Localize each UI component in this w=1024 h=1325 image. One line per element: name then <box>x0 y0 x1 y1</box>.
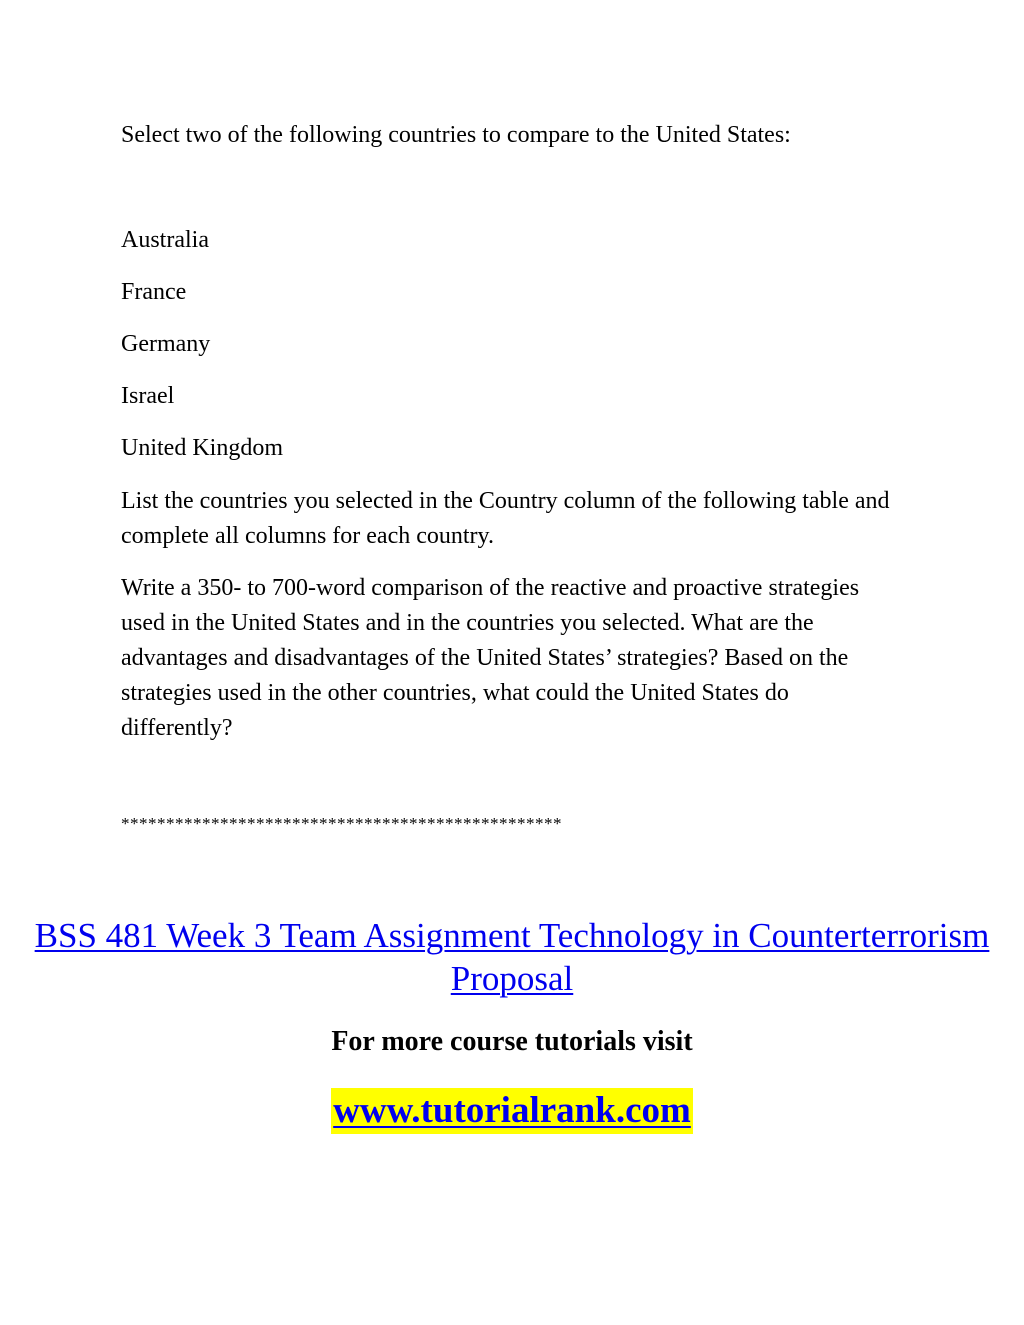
country-item-israel: Israel <box>121 383 175 409</box>
country-item-australia: Australia <box>121 227 209 253</box>
country-item-united-kingdom: United Kingdom <box>121 435 283 461</box>
website-link-block <box>0 1088 1024 1134</box>
intro-text: Select two of the following countries to compare to the United States: <box>121 122 791 148</box>
course-title-link[interactable]: BSS 481 Week 3 Team Assignment Technology in Counterterrorism Proposal <box>34 916 990 998</box>
country-item-germany: Germany <box>121 331 211 357</box>
course-title-block <box>0 914 1024 1000</box>
country-item-france: France <box>121 279 187 305</box>
instruction-list-countries: List the countries you selected in the Country column of the following table and complete all columns for each country. <box>121 488 890 549</box>
website-link[interactable]: www.tutorialrank.com <box>331 1088 693 1134</box>
more-tutorials-text: For more course tutorials visit <box>331 1026 693 1057</box>
separator-stars: ************************************************* <box>121 814 562 833</box>
instruction-write-comparison: Write a 350- to 700-word comparison of the reactive and proactive strategies used in the United States and in the countries you selected. What are the advantages and disadvantages of the United States’ strategies? Based on the strategies used in the other countries, what could the United States do differently? <box>121 575 860 741</box>
